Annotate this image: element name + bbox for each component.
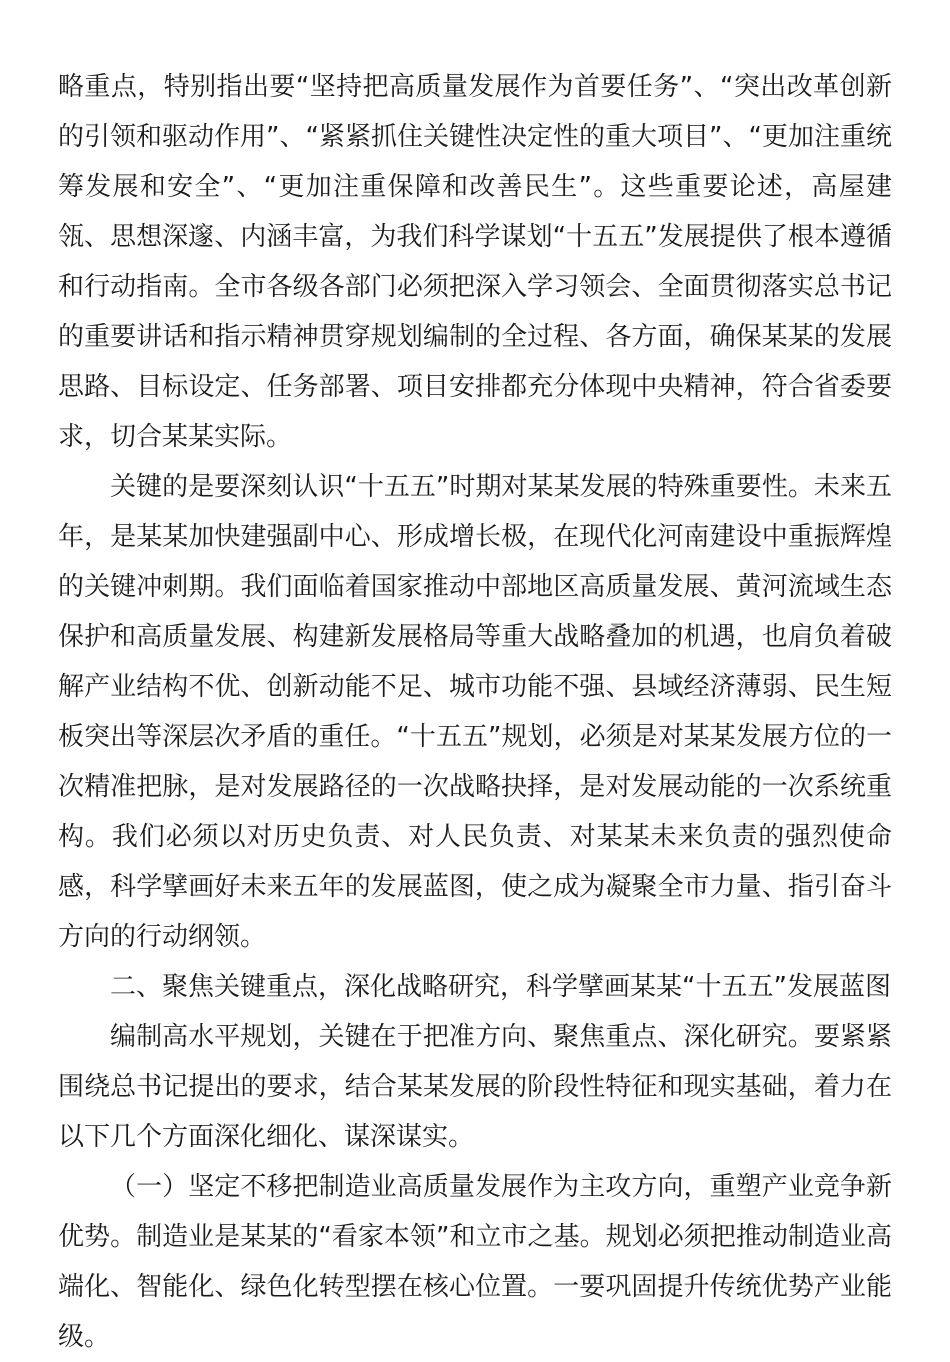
paragraph-intro-section-two: 编制高水平规划，关键在于把准方向、聚焦重点、深化研究。要紧紧围绕总书记提出的要求，结合某某发展的阶段性特征和现实基础，着力在以下几个方面深化细化、谋深谋实。	[58, 1022, 892, 1152]
document-page	[58, 62, 892, 1362]
section-heading-two: 二、聚焦关键重点，深化战略研究，科学擘画某某“十五五”发展蓝图	[110, 972, 891, 1002]
paragraph-key-period: 关键的是要深刻认识“十五五”时期对某某发展的特殊重要性。未来五年，是某某加快建强副中心、形成增长极，在现代化河南建设中重振辉煌的关键冲刺期。我们面临着国家推动中部地区高质量发展、黄河流域生态保护和高质量发展、构建新发展格局等重大战略叠加的机遇，也肩负着破解产业结构不优、创新动能不足、城市功能不强、县域经济薄弱、民生短板突出等深层次矛盾的重任。“十五五”规划，必须是对某某发展方位的一次精准把脉，是对发展路径的一次战略抉择，是对发展动能的一次系统重构。我们必须以对历史负责、对人民负责、对某某未来负责的强烈使命感，科学擘画好未来五年的发展蓝图，使之成为凝聚全市力量、指引奋斗方向的行动纲领。	[58, 472, 892, 952]
paragraph-manufacturing: （一）坚定不移把制造业高质量发展作为主攻方向，重塑产业竞争新优势。制造业是某某的“看家本领”和立市之基。规划必须把推动制造业高端化、智能化、绿色化转型摆在核心位置。一要巩固提升传统优势产业能级。	[58, 1172, 892, 1352]
paragraph-continued: 略重点，特别指出要“坚持把高质量发展作为首要任务”、“突出改革创新的引领和驱动作用”、“紧紧抓住关键性决定性的重大项目”、“更加注重统筹发展和安全”、“更加注重保障和改善民生”。这些重要论述，高屋建瓴、思想深邃、内涵丰富，为我们科学谋划“十五五”发展提供了根本遵循和行动指南。全市各级各部门必须把深入学习领会、全面贯彻落实总书记的重要讲话和指示精神贯穿规划编制的全过程、各方面，确保某某的发展思路、目标设定、任务部署、项目安排都充分体现中央精神，符合省委要求，切合某某实际。	[58, 72, 892, 452]
